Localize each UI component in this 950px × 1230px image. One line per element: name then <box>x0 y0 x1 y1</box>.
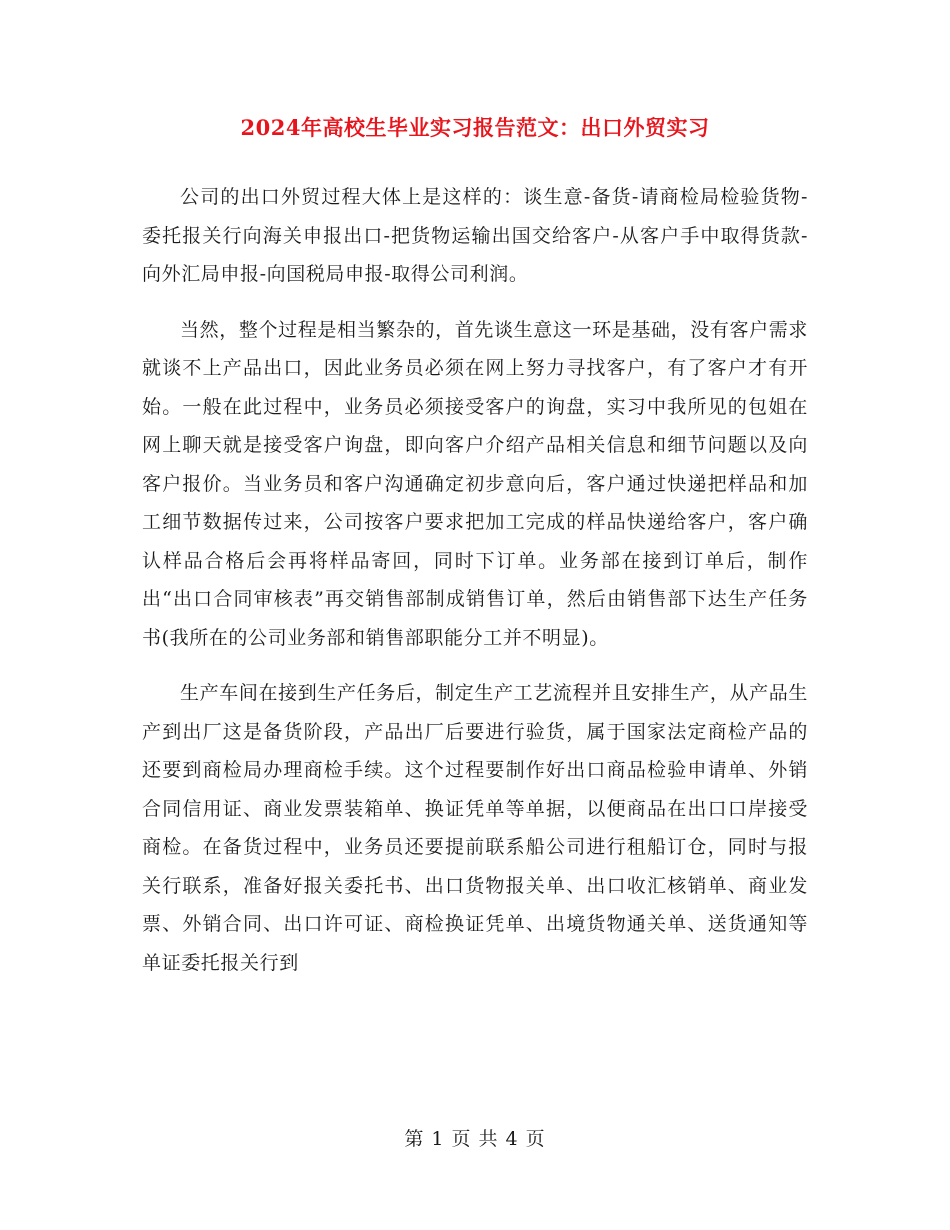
paragraph-3: 生产车间在接到生产任务后，制定生产工艺流程并且安排生产，从产品生产到出厂这是备货阶段，产品出厂后要进行验货，属于国家法定商检产品的还要到商检局办理商检手续。这个过程要制作好出口商品检验申请单、外销合同信用证、商业发票装箱单、换证凭单等单据，以便商品在出口口岸接受商检。在备货过程中，业务员还要提前联系船公司进行租船订仓，同时与报关行联系，准备好报关委托书、出口货物报关单、出口收汇核销单、商业发票、外销合同、出口许可证、商检换证凭单、出境货物通关单、送货通知等单证委托报关行到 <box>142 682 808 974</box>
page-footer: 第 1 页 共 4 页 <box>404 1128 546 1150</box>
document-body <box>142 178 808 999</box>
document-title: 2024年高校生毕业实习报告范文：出口外贸实习 <box>240 115 710 140</box>
paragraph-1: 公司的出口外贸过程大体上是这样的：谈生意-备货-请商检局检验货物-委托报关行向海关申报出口-把货物运输出国交给客户-从客户手中取得货款-向外汇局申报-向国税局申报-取得公司利润。 <box>142 186 808 285</box>
paragraph-2: 当然，整个过程是相当繁杂的，首先谈生意这一环是基础，没有客户需求就谈不上产品出口，因此业务员必须在网上努力寻找客户，有了客户才有开始。一般在此过程中，业务员必须接受客户的询盘，实习中我所见的包姐在网上聊天就是接受客户询盘，即向客户介绍产品相关信息和细节问题以及向客户报价。当业务员和客户沟通确定初步意向后，客户通过快递把样品和加工细节数据传过来，公司按客户要求把加工完成的样品快递给客户，客户确认样品合格后会再将样品寄回，同时下订单。业务部在接到订单后，制作出“出口合同审核表”再交销售部制成销售订单，然后由销售部下达生产任务书(我所在的公司业务部和销售部职能分工并不明显)。 <box>142 318 808 649</box>
